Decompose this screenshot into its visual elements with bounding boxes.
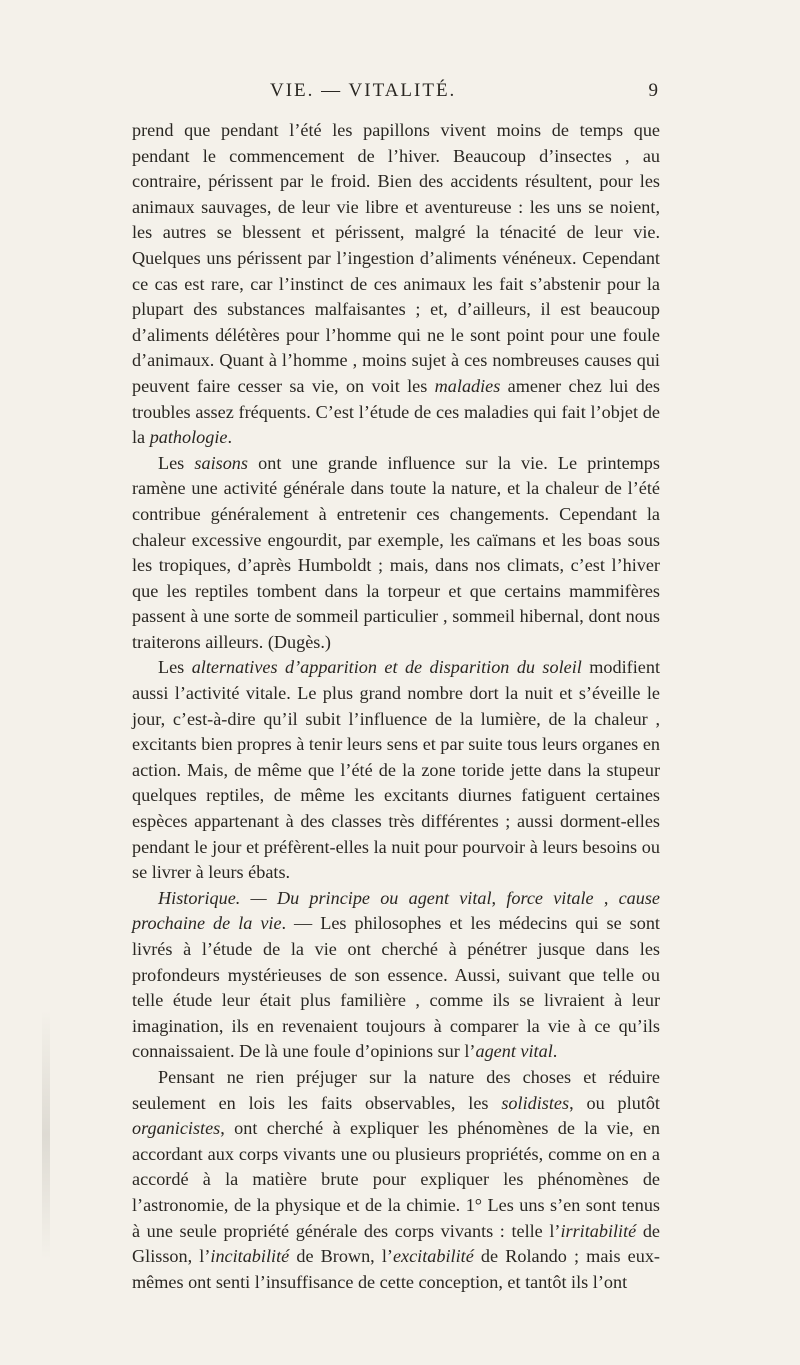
italic-term: agent vital	[475, 1041, 553, 1062]
text-segment: modifient aussi l’activité vitale. Le plus grand nombre dort la nuit et s’éveille le jour, c’est-à-dire qu’il subit l’influence de la lumière, de la chaleur , excitants bien propres à tenir leurs sens et par suite tous leurs organes en action. Mais, de même que l’été de la zone toride jette dans la stupeur quelques reptiles, de même les excitants diurnes fatiguent certaines espèces appartenant à des classes très différentes ; aussi dorment-elles pendant le jour et préfèrent-elles la nuit pour pourvoir à leurs besoins ou se livrer à leurs ébats.	[132, 657, 660, 883]
page-number: 9	[648, 80, 660, 101]
italic-term: maladies	[434, 375, 501, 396]
italic-term: excitabilité	[392, 1246, 474, 1267]
text-segment: de Brown, l’	[289, 1246, 393, 1267]
text-segment: . — Les philosophes et les médecins qui se sont livrés à l’étude de la vie ont cherché à pénétrer jusque dans les profondeurs mystérieuses de son essence. Aussi, suivant que telle ou telle étude leur était plus familière , comme ils se livraient à leur imagination, ils en revenaient toujours à comparer la vie à ce qu’ils connaissaient. De là une foule d’opinions sur l’	[132, 913, 660, 1062]
text-segment: .	[552, 1041, 558, 1062]
paragraph	[132, 451, 660, 656]
text-segment: , ont cherché à expliquer les phénomènes de la vie, en accordant aux corps vivants une ou plusieurs propriétés, comme on en a accordé à la matière brute pour expliquer les phénomènes de l’astronomie, de la physique et de la chimie. 1° Les uns s’en sont tenus à une seule propriété générale des corps vivants : telle l’	[132, 1118, 660, 1241]
text-segment: , ou plutôt	[569, 1092, 660, 1113]
italic-term: irritabilité	[560, 1220, 637, 1241]
paragraph	[132, 886, 660, 1065]
italic-term: alternatives d’apparition et de disparition du soleil	[191, 657, 582, 678]
page-header	[270, 80, 660, 110]
text-segment: Pensant ne rien préjuger sur la nature des choses et réduire seulement en lois les faits observables, les	[132, 1066, 660, 1113]
text-segment: prend que pendant l’été les papillons vivent moins de temps que pendant le commencement de l’hiver. Beaucoup d’insectes , au contraire, périssent par le froid. Bien des accidents résultent, pour les animaux sauvages, de leur vie libre et aventureuse : les uns se noient, les autres se blessent et périssent, malgré la ténacité de leur vie. Quelques uns périssent par l’ingestion d’aliments vénéneux. Cependant ce cas est rare, car l’instinct de ces animaux les fait s’abstenir pour la plupart des substances malfaisantes ; et, d’ailleurs, il est beaucoup d’aliments délétères pour l’homme qui ne le sont point pour une foule d’animaux. Quant à l’homme , moins sujet à ces nombreuses causes qui peuvent faire cesser sa vie, on voit les	[132, 120, 660, 396]
text-segment: de Rolando ; mais eux-mêmes ont senti l’insuffisance de cette conception, et tantôt ils l’ont	[132, 1246, 660, 1292]
paragraph	[132, 118, 660, 451]
paragraph	[132, 655, 660, 885]
text-segment: ,	[491, 887, 507, 908]
text-segment: ,	[593, 887, 619, 908]
text-segment: Les	[158, 452, 195, 473]
running-title: VIE. — VITALITÉ.	[270, 80, 457, 101]
italic-term: incitabilité	[210, 1246, 290, 1267]
text-body	[132, 118, 660, 1295]
paragraph	[132, 1065, 660, 1295]
text-segment: de Glisson, l’	[132, 1220, 661, 1267]
text-segment: amener chez lui des troubles assez fréquents. C’est l’étude de ces maladies qui fait l’objet de la	[132, 375, 660, 448]
italic-term: organicistes	[132, 1118, 221, 1139]
italic-term: force vitale	[506, 887, 594, 908]
section-heading: Historique. — Du principe ou agent vital	[158, 887, 492, 908]
italic-term: cause prochaine de la vie	[132, 887, 661, 934]
italic-term: solidistes	[501, 1092, 570, 1113]
italic-term: saisons	[194, 452, 248, 473]
text-segment: Les	[158, 657, 192, 678]
page-edge-shadow	[42, 1010, 50, 1260]
italic-term: pathologie	[149, 427, 228, 448]
text-segment: .	[227, 427, 233, 448]
text-segment: ont une grande influence sur la vie. Le printemps ramène une activité générale dans toute la nature, et la chaleur de l’été contribue généralement à entretenir ces changements. Cependant la chaleur excessive engourdit, par exemple, les caïmans et les boas sous les tropiques, d’après Humboldt ; mais, dans nos climats, c’est l’hiver que les reptiles tombent dans la torpeur et que certains mammifères passent à une sorte de sommeil particulier , sommeil hibernal, dont nous traiterons ailleurs. (Dugès.)	[132, 452, 660, 652]
